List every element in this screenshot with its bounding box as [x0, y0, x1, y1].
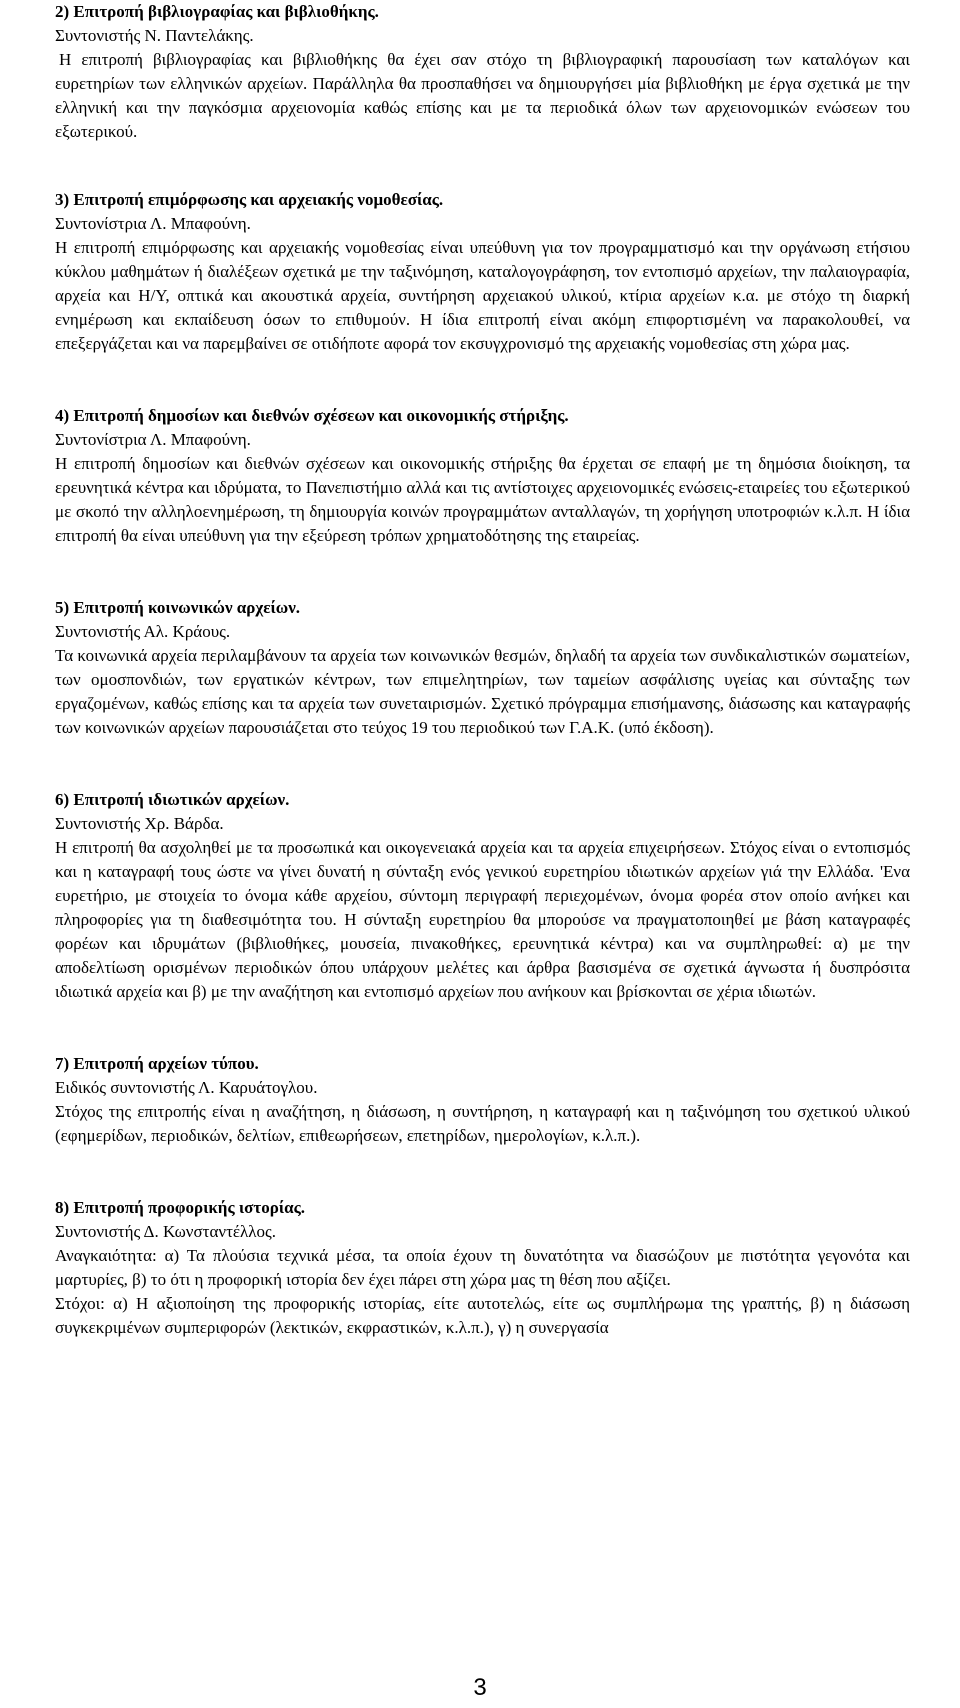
section-heading: 6) Επιτροπή ιδιωτικών αρχείων.	[55, 790, 290, 809]
page-number: 3	[473, 1674, 487, 1701]
section-heading: 3) Επιτροπή επιμόρφωσης και αρχειακής νομοθεσίας.	[55, 190, 444, 209]
document-page	[55, 0, 910, 1340]
section-heading: 8) Επιτροπή προφορικής ιστορίας.	[55, 1198, 306, 1217]
section-bibliography	[55, 0, 910, 144]
section-coordinator: Συντονίστρια Λ. Μπαφούνη.	[55, 214, 251, 233]
section-heading: 2) Επιτροπή βιβλιογραφίας και βιβλιοθήκης.	[55, 2, 379, 21]
section-public-relations	[55, 404, 910, 548]
section-coordinator: Συντονιστής Χρ. Βάρδα.	[55, 814, 224, 833]
section-paragraph: Η επιτροπή επιμόρφωσης και αρχειακής νομοθεσίας είναι υπεύθυνη για τον προγραμματισμό και την οργάνωση ετήσιου κύκλου μαθημάτων ή διαλέξεων σχετικά με την ταξινόμηση, καταλογογράφηση, τον εντοπισμό αρχείων, την παλαιογραφία, αρχεία και Η/Υ, οπτικά και ακουστικά αρχεία, συντήρηση αρχειακού υλικού, κτίρια αρχείων κ.α. με στόχο τη διαρκή ενημέρωση και εκπαίδευση όσων το επιθυμούν. Η ίδια επιτροπή είναι ακόμη επιφορτισμένη να παρακολουθεί, να επεξεργάζεται και να παρεμβαίνει σε οτιδήποτε αφορά τον εκσυγχρονισμό της αρχειακής νομοθεσίας στη χώρα μας.	[55, 238, 910, 353]
section-coordinator: Συντονίστρια Λ. Μπαφούνη.	[55, 430, 251, 449]
section-heading: 4) Επιτροπή δημοσίων και διεθνών σχέσεων και οικονομικής στήριξης.	[55, 406, 569, 425]
section-paragraph: Η επιτροπή θα ασχοληθεί με τα προσωπικά και οικογενειακά αρχεία και τα αρχεία επιχειρήσεων. Στόχος είναι ο εντοπισμός και η καταγραφή τους ώστε να γίνει δυνατή η σύνταξη ενός γενικού ευρετηρίου ιδιωτικών αρχείων γιά την Ελλάδα. 'Ενα ευρετήριο, με στοιχεία το όνομα κάθε αρχείου, σύντομη περιγραφή περιεχομένων, όνομα φορέα στον οποίο ανήκει και πληροφορίες για τη διαθεσιμότητα του. Η σύνταξη ευρετηρίου θα μπορούσε να πραγματοποιηθεί με βάση καταγραφές φορέων και ιδρυμάτων (βιβλιοθήκες, μουσεία, πινακοθήκες, ερευνητικά κέντρα) και να συμπληρωθεί: α) με την αποδελτίωση ορισμένων περιοδικών όπου υπάρχουν μελέτες και άρθρα βασισμένα σε σχετικά άγνωστα ή δυσπρόσιτα ιδιωτικά αρχεία και β) με την αναζήτηση και εντοπισμό αρχείων που ανήκουν και βρίσκονται σε χέρια ιδιωτών.	[55, 838, 910, 1001]
section-social-archives	[55, 596, 910, 740]
section-paragraph: Στόχοι: α) Η αξιοποίηση της προφορικής ιστορίας, είτε αυτοτελώς, είτε ως συμπλήρωμα της γραπτής, β) η διάσωση συγκεκριμένων συμπεριφορών (λεκτικών, εκφραστικών, κ.λ.π.), γ) η συνεργασία	[55, 1294, 910, 1337]
section-heading: 5) Επιτροπή κοινωνικών αρχείων.	[55, 598, 301, 617]
section-oral-history	[55, 1196, 910, 1340]
section-press-archives	[55, 1052, 910, 1148]
section-paragraph: Η επιτροπή δημοσίων και διεθνών σχέσεων και οικονομικής στήριξης θα έρχεται σε επαφή με τη δημόσια διοίκηση, τα ερευνητικά κέντρα και ιδρύματα, το Πανεπιστήμιο αλλά και τις αντίστοιχες αρχειονομικές ενώσεις-εταιρείες του εξωτερικού με σκοπό την αλληλοενημέρωση, τη δημιουργία κοινών προγραμμάτων ανταλλαγών, τη χορήγηση υποτροφιών κ.λ.π. Η ίδια επιτροπή θα είναι υπεύθυνη για την εξεύρεση τρόπων χρηματοδότησης της εταιρείας.	[55, 454, 910, 545]
section-private-archives	[55, 788, 910, 1004]
section-paragraph: Τα κοινωνικά αρχεία περιλαμβάνουν τα αρχεία των κοινωνικών θεσμών, δηλαδή τα αρχεία των συνδικαλιστικών σωματείων, των ομοσπονδιών, των εργατικών κέντρων, των επιμελητηρίων, των ταμείων ασφάλισης υγείας και σύνταξης των εργαζομένων, καθώς επίσης και τα αρχεία των συνεταιρισμών. Σχετικό πρόγραμμα επισήμανσης, διάσωσης και καταγραφής των κοινωνικών αρχείων παρουσιάζεται στο τεύχος 19 του περιοδικού των Γ.Α.Κ. (υπό έκδοση).	[55, 646, 910, 737]
section-coordinator: Συντονιστής Ν. Παντελάκης.	[55, 26, 254, 45]
section-coordinator: Ειδικός συντονιστής Λ. Καρυάτογλου.	[55, 1078, 318, 1097]
section-paragraph: Στόχος της επιτροπής είναι η αναζήτηση, η διάσωση, η συντήρηση, η καταγραφή και η ταξινόμηση του σχετικού υλικού (εφημερίδων, περιοδικών, δελτίων, επιθεωρήσεων, επετηρίδων, ημερολογίων, κ.λ.π.).	[55, 1102, 910, 1145]
section-paragraph: Αναγκαιότητα: α) Τα πλούσια τεχνικά μέσα, τα οποία έχουν τη δυνατότητα να διασώζουν με πιστότητα γεγονότα και μαρτυρίες, β) το ότι η προφορική ιστορία δεν έχει πάρει στη χώρα μας τη θέση που αξίζει.	[55, 1246, 910, 1289]
section-heading: 7) Επιτροπή αρχείων τύπου.	[55, 1054, 259, 1073]
section-paragraph: Η επιτροπή βιβλιογραφίας και βιβλιοθήκης θα έχει σαν στόχο τη βιβλιογραφική παρουσίαση των καταλόγων και ευρετηρίων των ελληνικών αρχείων. Παράλληλα θα προσπαθήσει να δημιουργήσει μία βιβλιοθήκη με έργα σχετικά με την ελληνική και την παγκόσμια αρχειονομία καθώς επίσης και με τα περιοδικά όλων των αρχειονομικών ενώσεων του εξωτερικού.	[55, 50, 910, 141]
section-education-legislation	[55, 188, 910, 356]
section-coordinator: Συντονιστής Αλ. Κράους.	[55, 622, 231, 641]
section-coordinator: Συντονιστής Δ. Κωνσταντέλλος.	[55, 1222, 276, 1241]
